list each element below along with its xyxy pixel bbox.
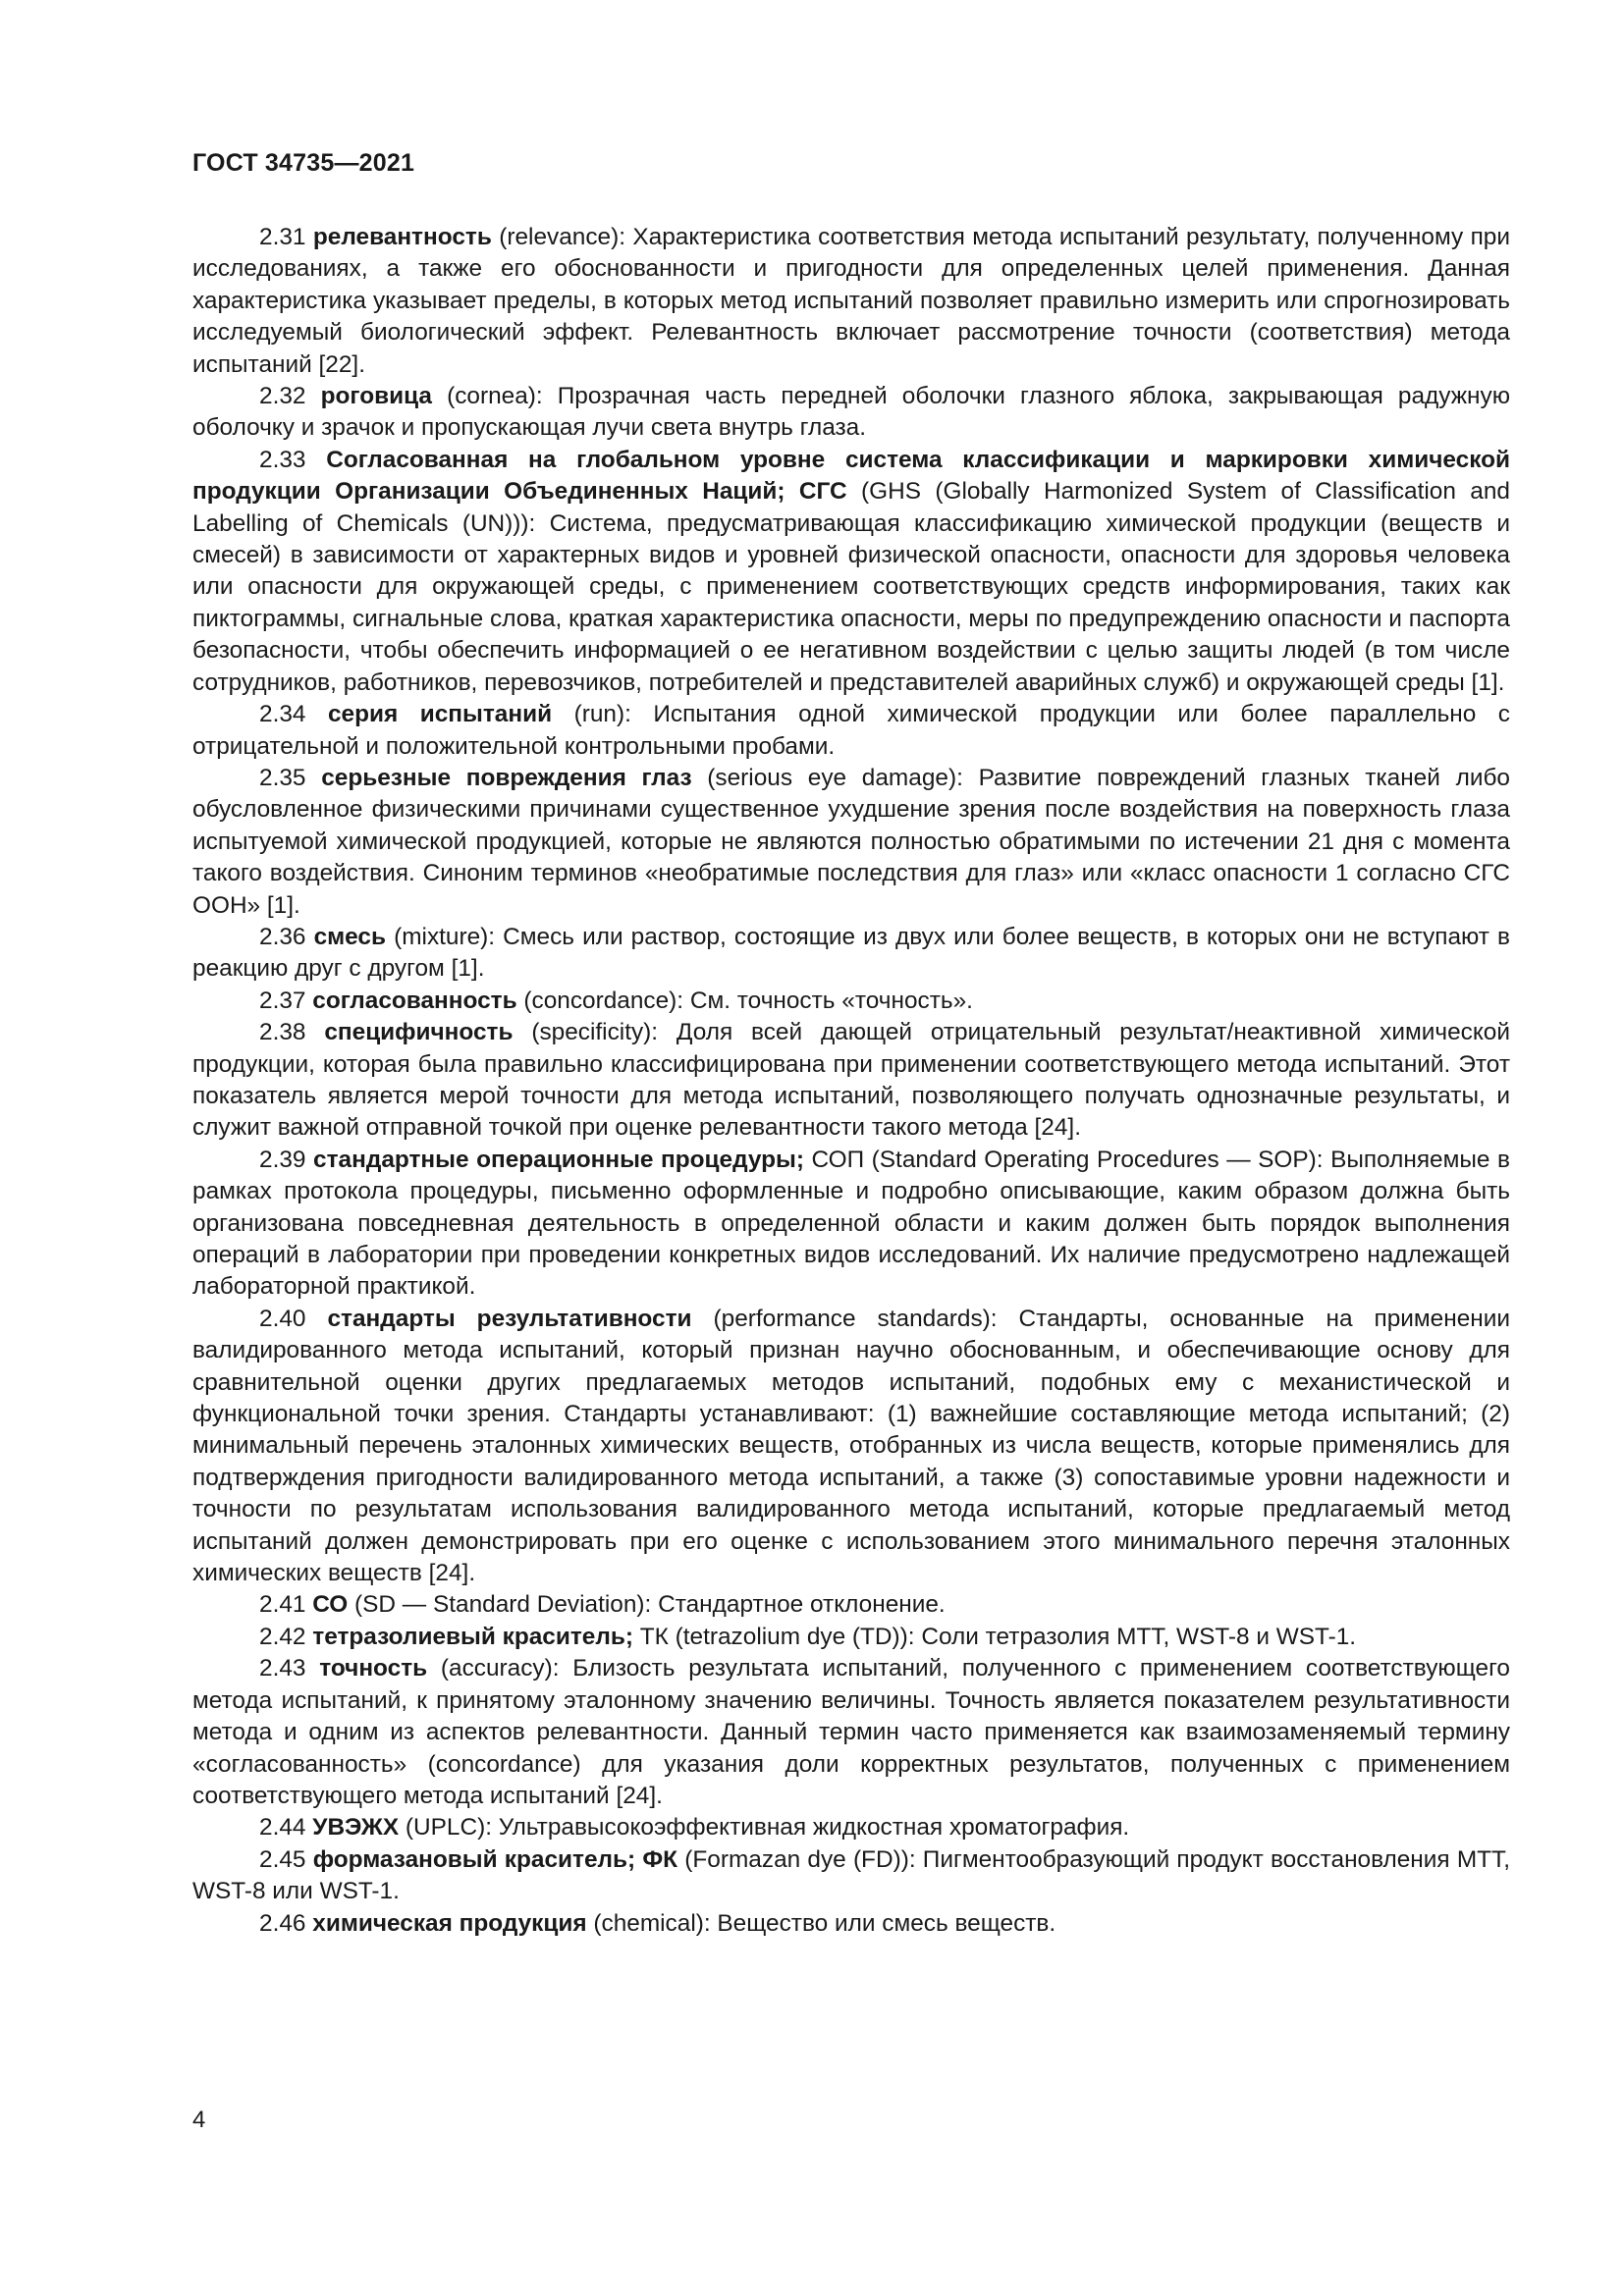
definition-2-43 — [192, 1653, 1510, 1812]
entry-number: 2.32 — [259, 383, 306, 410]
entry-number: 2.42 — [259, 1623, 306, 1650]
entry-number: 2.38 — [259, 1019, 306, 1046]
entry-number: 2.39 — [259, 1146, 306, 1173]
entry-definition: (relevance): Характеристика соответствия метода испытаний результату, полученному при исследованиях, а также его обоснованности и пригодности для определенных целей применения. Данная характеристика указывает пределы, в которых метод испытаний позволяет правильно измерить или спрогнозировать исследуемый биологический эффект. Релевантность включает рассмотрение точности (соответствия) метода испытаний [22]. — [192, 224, 1510, 378]
definition-2-34 — [192, 699, 1510, 763]
entry-term: специфичность — [324, 1019, 514, 1046]
entry-term: стандарты результативности — [327, 1305, 692, 1332]
entry-number: 2.35 — [259, 764, 306, 791]
entry-definition: (concordance): См. точность «точность». — [516, 987, 973, 1014]
entry-definition: (SD — Standard Deviation): Стандартное отклонение. — [348, 1591, 946, 1619]
entry-definition: (performance standards): Стандарты, основанные на применении валидированного метода испытаний, который признан научно обоснованным, и обеспечивающие основу для сравнительной оценки других предлагаемых методов испытаний, подобных ему с механистической и функциональной точки зрения. Стандарты устанавливают: (1) важнейшие составляющие метода испытаний; (2) минимальный перечень эталонных химических веществ, отобранных из числа веществ, которые применялись для подтверждения пригодности валидированного метода испытаний, а также (3) сопоставимые уровни надежности и точности по результатам использования валидированного метода испытаний, которые предлагаемый метод испытаний должен демонстрировать при его оценке с использованием этого минимального перечня эталонных химических веществ [24]. — [192, 1305, 1510, 1587]
entry-number: 2.36 — [259, 923, 306, 950]
entry-number: 2.40 — [259, 1305, 306, 1332]
entry-number: 2.46 — [259, 1909, 306, 1937]
entry-definition: ТК (tetrazolium dye (TD)): Соли тетразолия МТТ, WST-8 и WST-1. — [632, 1623, 1357, 1650]
definition-2-39 — [192, 1145, 1510, 1304]
entry-definition: (chemical): Вещество или смесь веществ. — [586, 1909, 1056, 1937]
entry-definition: (Formazan dye (FD)): Пигментообразующий продукт восстановления МТТ, WST-8 или WST-1. — [192, 1845, 1511, 1905]
entry-number: 2.31 — [259, 224, 306, 250]
entry-term: УВЭЖХ — [312, 1814, 400, 1842]
page-number: 4 — [192, 2107, 206, 2133]
definition-2-35 — [192, 763, 1510, 922]
entry-term: химическая продукция — [312, 1909, 587, 1937]
definition-2-31 — [192, 222, 1510, 381]
entry-term: смесь — [313, 923, 386, 950]
entry-term: серия испытаний — [327, 701, 553, 728]
entry-number: 2.41 — [259, 1591, 306, 1619]
entry-number: 2.44 — [259, 1814, 306, 1842]
entry-definition: (specificity): Доля всей дающей отрицательный результат/неактивной химической продукции, которая была правильно классифицирована при применении соответствующего метода испытаний. Этот показатель является мерой точности для метода испытаний, позволяющего получать однозначные результаты, и служит важной отправной точкой при оценке релевантности такого метода [24]. — [192, 1019, 1510, 1142]
entry-term: релевантность — [312, 224, 492, 250]
definition-2-45 — [192, 1844, 1510, 1908]
entry-definition: (GHS (Globally Harmonized System of Classification and Labelling of Chemicals (UN))): Система, предусматривающая классификацию химической продукции (веществ и смесей) в зависимости от характерных видов и уровней физической опасности, опасности для здоровья человека или опасности для окружающей среды, с применением соответствующих средств информирования, таких как пиктограммы, сигнальные слова, краткая характеристика опасности, меры по предупреждению опасности и паспорта безопасности, чтобы обеспечить информацией о ее негативном воздействии с целью защиты людей (в том числе сотрудников, работников, перевозчиков, потребителей и представителей аварийных служб) и окружающей среды [1]. — [192, 478, 1510, 696]
definition-2-32 — [192, 381, 1510, 445]
entry-term: Согласованная на глобальном уровне система классификации и маркировки химической продукции Организации Объединенных Наций; СГС — [192, 446, 1510, 506]
definition-2-33 — [192, 445, 1510, 699]
entry-number: 2.37 — [259, 987, 306, 1014]
entry-definition: СОП (Standard Operating Procedures — SOP): Выполняемые в рамках протокола процедуры, письменно оформленные и подробно описывающие, каким образом должна быть организована повседневная деятельность в определенной области и каким должен быть порядок выполнения операций в лаборатории при проведении конкретных видов исследований. Их наличие предусмотрено надлежащей лабораторной практикой. — [192, 1146, 1510, 1301]
entry-definition: (run): Испытания одной химической продукции или более параллельно с отрицательной и положительной контрольными пробами. — [192, 701, 1510, 760]
entry-term: стандартные операционные процедуры; — [313, 1146, 804, 1173]
entry-number: 2.33 — [259, 446, 306, 473]
standard-code-header: ГОСТ 34735—2021 — [192, 149, 415, 177]
entry-definition: (mixture): Смесь или раствор, состоящие из двух или более веществ, в которых они не вступают в реакцию друг с другом [1]. — [192, 923, 1510, 983]
entry-term: роговица — [320, 383, 432, 410]
definition-2-41 — [192, 1589, 1510, 1621]
entry-number: 2.34 — [259, 701, 306, 728]
entry-term: серьезные повреждения глаз — [321, 764, 692, 791]
definition-2-40 — [192, 1304, 1510, 1590]
definition-2-42 — [192, 1622, 1510, 1653]
definition-2-36 — [192, 922, 1510, 986]
entry-definition: (cornea): Прозрачная часть передней оболочки глазного яблока, закрывающая радужную оболочку и зрачок и пропускающая лучи света внутрь глаза. — [192, 383, 1510, 442]
definition-2-46 — [192, 1908, 1510, 1940]
entry-number: 2.43 — [259, 1655, 306, 1682]
entry-definition: (UPLC): Ультравысокоэффективная жидкостная хроматография. — [399, 1814, 1130, 1842]
entry-term: точность — [319, 1655, 428, 1682]
definitions-list — [192, 222, 1510, 1940]
entry-definition: (accuracy): Близость результата испытаний, полученного с применением соответствующего метода испытаний, к принятому эталонному значению величины. Точность является показателем результативности метода и одним из аспектов релевантности. Данный термин часто применяется как взаимозаменяемый термину «согласованность» (concordance) для указания доли корректных результатов, полученных с применением соответствующего метода испытаний [24]. — [192, 1655, 1510, 1809]
entry-term: согласованность — [312, 987, 517, 1014]
definition-2-38 — [192, 1017, 1510, 1145]
definition-2-44 — [192, 1812, 1510, 1843]
entry-term: тетразолиевый краситель; — [312, 1623, 633, 1650]
entry-term: СО — [312, 1591, 349, 1619]
entry-term: формазановый краситель; ФК — [312, 1845, 678, 1873]
entry-number: 2.45 — [259, 1845, 306, 1873]
definition-2-37 — [192, 986, 1510, 1017]
entry-definition: (serious eye damage): Развитие повреждений глазных тканей либо обусловленное физическими причинами существенное ухудшение зрения после воздействия на поверхность глаза испытуемой химической продукцией, которые не являются полностью обратимыми по истечении 21 дня с момента такого воздействия. Синоним терминов «необратимые последствия для глаз» или «класс опасности 1 согласно СГС ООН» [1]. — [192, 764, 1510, 919]
